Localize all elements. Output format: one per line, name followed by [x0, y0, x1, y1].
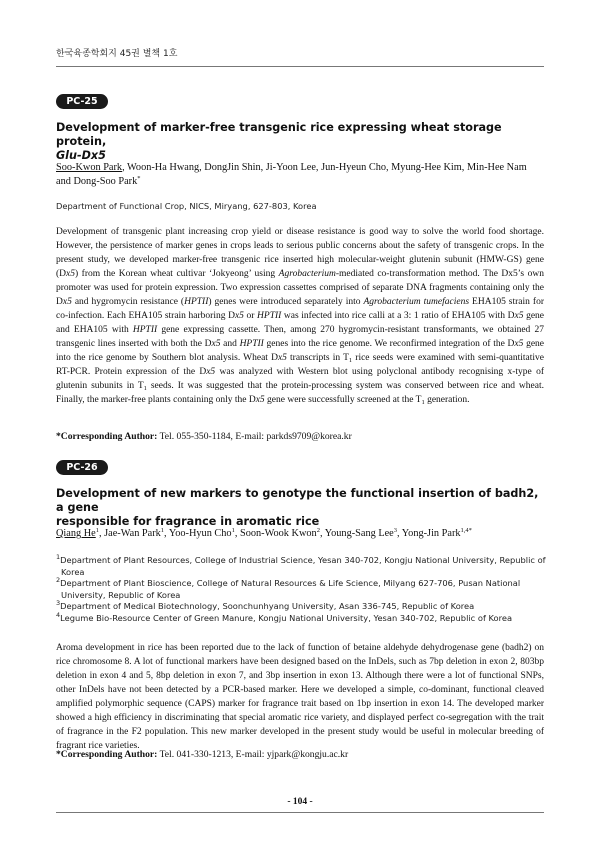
footer-divider [56, 812, 544, 813]
affiliation [56, 555, 546, 578]
author-affiliation-mark: 3 [393, 527, 397, 534]
abstract-id-badge: PC-26 [56, 460, 108, 475]
corresponding-label: *Corresponding Author: [56, 749, 158, 760]
abstract-title [56, 121, 546, 163]
affiliation-list [56, 555, 546, 624]
author-affiliation-mark: 2 [316, 527, 320, 534]
presenting-author: Qiang He [56, 528, 96, 539]
abstract-body: Aroma development in rice has been reported due to the lack of function of betaine aldehyde dehydrogenase gene (badh2) on rice chromosome 8. A lot of functional markers have been designed based on the InDels, such as 7bp deletion in exon 2, 803bp deletion in exon 4 and 5, 8bp deletion in exon 7, and 3bp insertion in exon 13. Although there were a lot of functional SNPs, other InDels have not been detected by a PCR-based marker. Here we developed a simple, co-dominant, functional cleaved amplified polymorphic sequence (CAPS) marker for fragrance trait based on 1bp insertion in exon 14. The developed marker showed a high efficiency in discriminating that special aromatic rice variety, and displayed perfect co-segregation with the trait of fragrance in the F2 population. This new marker developed in the present study would be useful in molecular breeding of fragrant rice varieties. [56, 643, 544, 751]
corresponding-contact: Tel. 041-330-1213, E-mail: yjpark@kongju.ac.kr [159, 749, 349, 760]
abstract-id-badge: PC-25 [56, 94, 108, 109]
corresponding-label: *Corresponding Author: [56, 431, 158, 442]
affiliation-text: Department of Plant Resources, College of Industrial Science, Yesan 340-702, Kongju National University, Republic of Korea [60, 555, 546, 577]
author-affiliation-mark: 1,4* [460, 527, 472, 534]
corresponding-author [56, 749, 348, 760]
affiliation [56, 610, 546, 625]
affiliation-mark: 3 [56, 599, 61, 607]
affiliation-text: Legume Bio-Resource Center of Green Manure, Kongju National University, Yesan 340-702, Republic of Korea [60, 612, 513, 623]
page-number: - 104 - [287, 797, 313, 807]
affiliation-text: Department of Plant Bioscience, College of Natural Resources & Life Science, Milyang 627-706, Pusan National University, Republic of Korea [60, 578, 521, 600]
co-author: Yoo-Hyun Cho [168, 528, 232, 539]
co-author: Young-Sang Lee [324, 528, 394, 539]
author-list: Qiang He$^1$, Jae-Wan Park$^1$, Yoo-Hyun Cho$^1$, Soon-Wook Kwon$^2$, Young-Sang Lee$^3$, Yong-Jin Park$^{1,4*}$ [56, 527, 472, 539]
header-divider [56, 66, 544, 67]
affiliation-mark: 2 [56, 576, 61, 584]
presenting-author: Soo-Kwon Park [56, 162, 123, 173]
co-authors-line-2: and Dong-Soo Park [56, 176, 138, 187]
abstract-title [56, 487, 546, 529]
title-text: Development of marker-free transgenic rice expressing wheat storage protein, [56, 121, 502, 148]
co-author: Soon-Wook Kwon [240, 528, 317, 539]
co-author: Yong-Jin Park [401, 528, 461, 539]
corresponding-mark: * [137, 175, 141, 182]
co-author: Jae-Wan Park [104, 528, 161, 539]
title-line-1: Development of new markers to genotype the functional insertion of badh2, a gene [56, 487, 539, 514]
corresponding-author [56, 431, 352, 442]
title-line-2: responsible for fragrance in aromatic rice [56, 515, 320, 528]
affiliation: Department of Functional Crop, NICS, Miryang, 627-803, Korea [56, 201, 317, 211]
affiliation [56, 601, 546, 613]
affiliation [56, 578, 546, 601]
co-authors: , Woon-Ha Hwang, DongJin Shin, Ji-Yoon Lee, Jun-Hyeun Cho, Myung-Hee Kim, Min-Hee Nam [122, 162, 527, 173]
author-affiliation-mark: 1 [160, 527, 165, 534]
affiliation-text: Department of Medical Biotechnology, Soonchunhyang University, Asan 336-745, Republic of Korea [60, 601, 475, 611]
author-affiliation-mark: 1 [231, 527, 235, 534]
abstract-body: Development of transgenic plant increasing crop yield or disease resistance is good way to solve the world food shortage. However, the persistence of marker genes in crops leads to serious public concerns about the safety of transgenic crops. In the present study, we developed marker-free transgenic rice inserted high molecular-weight glutenin subunit (HMW-GS) gene (Dx5) from the Korean wheat cultivar ‘Jokyeong’ using Agrobacterium-mediated co-transformation method. The Dx5’s own promoter was used for protein expression. Two expression cassettes comprised of separate DNA fragments containing only the Dx5 and hygromycin resistance (HPTII) genes were introduced separately into Agrobacterium tumefaciens EHA105 strain for co-infection. Each EHA105 strain harboring Dx5 or HPTII was infected into rice calli at a 3: 1 ratio of EHA105 with Dx5 gene and EHA105 with HPTII gene expressing cassette. Then, among 270 hygromycin-resistant transformants, we obtained 27 transgenic lines inserted with both the Dx5 and HPTII genes into the rice genome. We reconfirmed integration of the Dx5 gene into the rice genome by Southern blot analysis. Wheat Dx5 transcripts in $T_1$ rice seeds were examined with semi-quantitative RT-PCR. Protein expression of the Dx5 was analyzed with Western blot using polyclonal antibody recognising x-type of glutenin subunits in $T_1$ seeds. It was suggested that the protein-processing system was conserved between rice and wheat. Finally, the marker-free plants containing only the Dx5 gene were successfully screened at the $T_1$ generation. [56, 227, 545, 406]
affiliation-mark: 4 [56, 610, 61, 619]
author-affiliation-mark: 1 [95, 527, 99, 534]
corresponding-contact: Tel. 055-350-1184, E-mail: parkds9709@korea.kr [159, 431, 352, 442]
title-gene-name: Glu-Dx5 [56, 149, 106, 162]
affiliation-mark: 1 [56, 553, 61, 561]
author-list [56, 161, 546, 189]
journal-header: 한국육종학회지 45권 별책 1호 [56, 49, 178, 59]
